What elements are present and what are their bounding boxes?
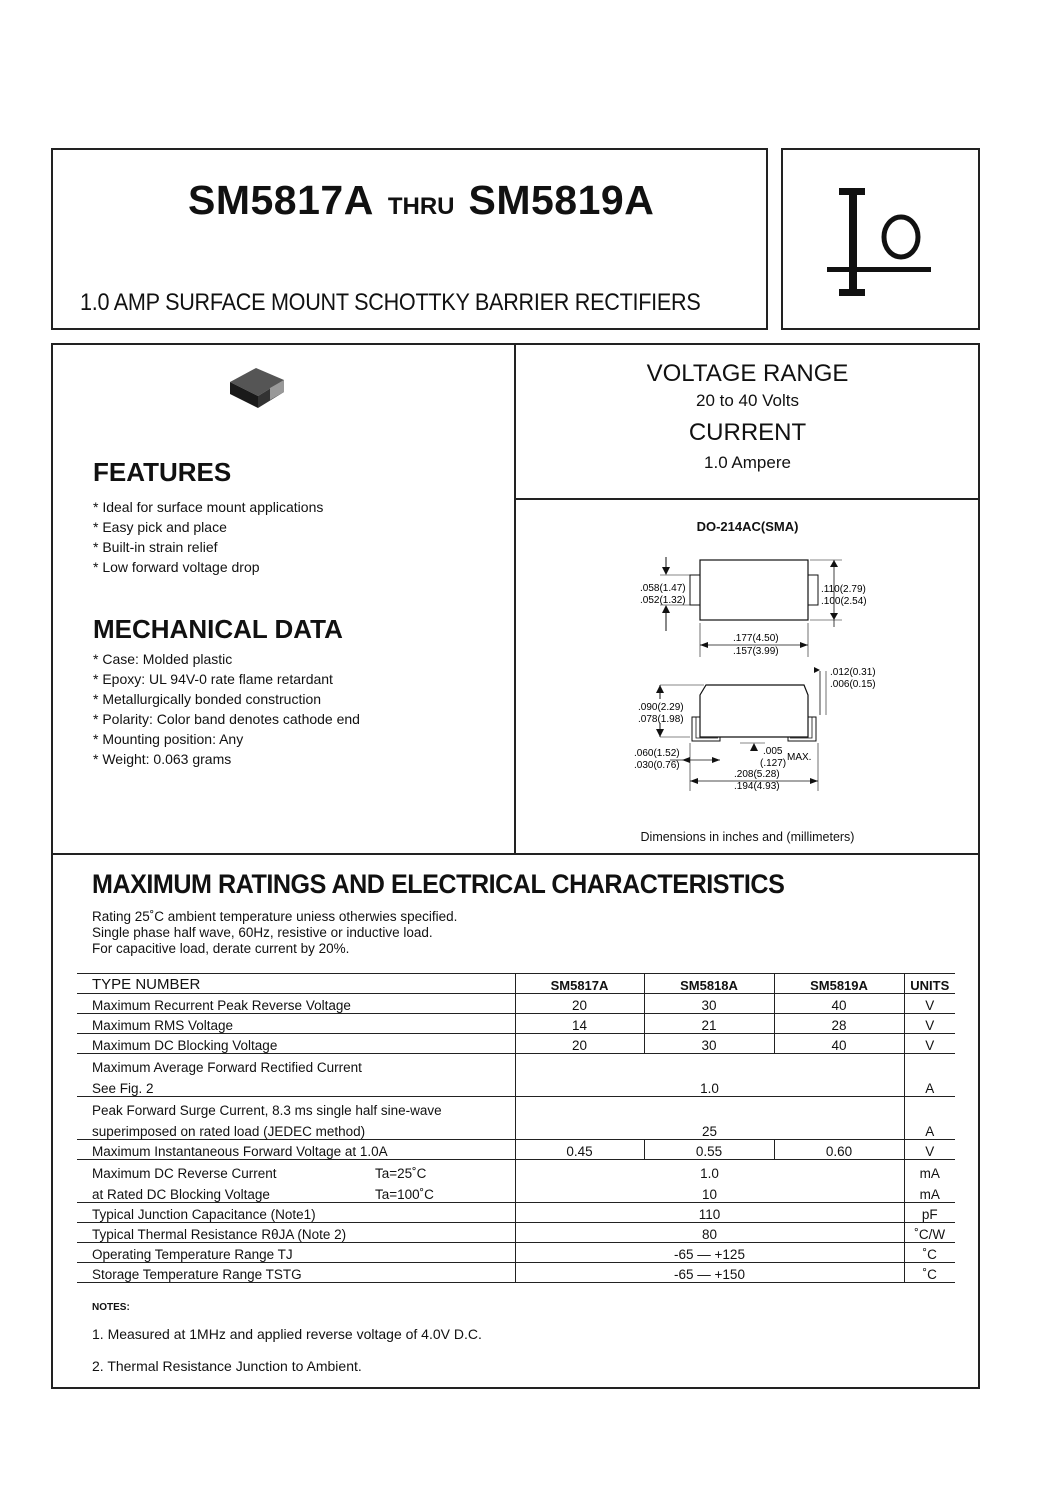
- row-label-text: Maximum DC Reverse Current: [92, 1166, 277, 1181]
- row-label: [77, 1160, 515, 1203]
- table-row: [77, 1014, 955, 1034]
- cell-unit: ˚C: [904, 1243, 955, 1263]
- row-label: [77, 1097, 515, 1140]
- voltage-range-heading: VOLTAGE RANGE: [646, 360, 849, 387]
- cell-value: 110: [515, 1203, 904, 1223]
- cell-unit: A: [904, 1097, 955, 1140]
- cell-unit-line: mA: [919, 1187, 940, 1202]
- document-subtitle: 1.0 AMP SURFACE MOUNT SCHOTTKY BARRIER RECTIFIERS: [80, 289, 701, 316]
- mechanical-heading: MECHANICAL DATA: [93, 614, 343, 644]
- list-item: * Easy pick and place: [93, 519, 227, 535]
- dim-gmax: MAX.: [787, 752, 812, 763]
- cell-value: 30: [644, 1034, 774, 1054]
- table-row: [77, 1263, 955, 1283]
- dim-f2: .030(0.76): [634, 760, 680, 771]
- table-row: [77, 1097, 955, 1140]
- row-label-line: Peak Forward Surge Current, 8.3 ms single half sine-wave: [92, 1103, 442, 1118]
- voltage-range-value: 20 to 40 Volts: [695, 391, 800, 410]
- table-row: [77, 994, 955, 1014]
- part-from: SM5817A: [188, 177, 374, 223]
- cell-unit: ˚C: [904, 1263, 955, 1283]
- table-row: [77, 1140, 955, 1160]
- cell-unit: V: [904, 1140, 955, 1160]
- row-label: [77, 1054, 515, 1097]
- list-item: * Epoxy: UL 94V-0 rate flame retardant: [93, 671, 333, 687]
- cell-value: 25: [515, 1097, 904, 1140]
- cell-value: 80: [515, 1223, 904, 1243]
- col-type-number: TYPE NUMBER: [77, 974, 515, 994]
- list-item: * Case: Molded plastic: [93, 651, 233, 667]
- cell-value: 21: [644, 1014, 774, 1034]
- table-row: [77, 1160, 955, 1203]
- rating-conditions: [92, 909, 457, 957]
- row-label: Typical Thermal Resistance RθJA (Note 2): [77, 1223, 515, 1243]
- row-label: Operating Temperature Range TJ: [77, 1243, 515, 1263]
- cell-unit: A: [904, 1054, 955, 1097]
- dim-w1: .110(2.79): [821, 584, 866, 595]
- ratings-table: [77, 973, 955, 1283]
- part-to: SM5819A: [468, 177, 655, 223]
- list-item: * Built-in strain relief: [93, 539, 218, 555]
- table-header-row: [77, 974, 955, 994]
- package-name: DO-214AC(SMA): [696, 519, 799, 534]
- note-2: 2. Thermal Resistance Junction to Ambient.: [92, 1358, 362, 1374]
- dimensions-note: Dimensions in inches and (millimeters): [640, 830, 855, 844]
- document-title: [188, 177, 654, 224]
- table-row: [77, 1203, 955, 1223]
- row-label: Maximum RMS Voltage: [77, 1014, 515, 1034]
- cell-value: 40: [774, 1034, 904, 1054]
- dim-o2: .194(4.93): [734, 781, 780, 792]
- dim-f1: .060(1.52): [634, 748, 680, 759]
- list-item: * Low forward voltage drop: [93, 559, 260, 575]
- row-condition: Ta=25˚C: [375, 1166, 427, 1181]
- dim-s2: .078(1.98): [638, 714, 684, 725]
- cell-value: 14: [515, 1014, 644, 1034]
- row-label-text: at Rated DC Blocking Voltage: [92, 1187, 270, 1202]
- list-item: * Polarity: Color band denotes cathode end: [93, 711, 360, 727]
- table-row: [77, 1034, 955, 1054]
- features-list: [93, 497, 323, 577]
- cell-unit: ˚C/W: [904, 1223, 955, 1243]
- col-sm5818a: SM5818A: [644, 974, 774, 994]
- horizontal-divider: [515, 498, 980, 500]
- cell-value: -65 — +150: [515, 1263, 904, 1283]
- condition-line: For capacitive load, derate current by 20%.: [92, 941, 350, 956]
- row-label: Storage Temperature Range TSTG: [77, 1263, 515, 1283]
- cell-unit: V: [904, 1034, 955, 1054]
- cell-value: 0.45: [515, 1140, 644, 1160]
- condition-line: Single phase half wave, 60Hz, resistive or inductive load.: [92, 925, 433, 940]
- dim-l2: .157(3.99): [733, 646, 779, 657]
- cell-value: 40: [774, 994, 904, 1014]
- table-row: [77, 1223, 955, 1243]
- cell-value: [515, 1160, 904, 1203]
- col-sm5819a: SM5819A: [774, 974, 904, 994]
- row-label-line: [92, 1166, 511, 1181]
- cell-value: 20: [515, 1034, 644, 1054]
- row-label: Typical Junction Capacitance (Note1): [77, 1203, 515, 1223]
- dim-w2: .100(2.54): [821, 596, 867, 607]
- row-label: Maximum Recurrent Peak Reverse Voltage: [77, 994, 515, 1014]
- note-1: 1. Measured at 1MHz and applied reverse voltage of 4.0V D.C.: [92, 1326, 482, 1342]
- row-label: Maximum DC Blocking Voltage: [77, 1034, 515, 1054]
- dim-s1: .090(2.29): [638, 702, 684, 713]
- cell-value: 28: [774, 1014, 904, 1034]
- list-item: * Ideal for surface mount applications: [93, 499, 324, 515]
- row-label-line: See Fig. 2: [92, 1081, 154, 1096]
- current-value: 1.0 Ampere: [704, 453, 791, 472]
- cell-value: 20: [515, 994, 644, 1014]
- list-item: * Metallurgically bonded construction: [93, 691, 322, 707]
- col-sm5817a: SM5817A: [515, 974, 644, 994]
- cell-unit: V: [904, 1014, 955, 1034]
- cell-value: -65 — +125: [515, 1243, 904, 1263]
- cell-unit: V: [904, 994, 955, 1014]
- dim-g1: .005: [763, 746, 783, 757]
- company-logo: [783, 150, 978, 328]
- dim-l1: .177(4.50): [733, 633, 779, 644]
- cell-unit-line: mA: [919, 1166, 940, 1181]
- row-label-line: Maximum Average Forward Rectified Current: [92, 1060, 362, 1075]
- dim-t2: .006(0.15): [830, 679, 876, 690]
- cell-value: 0.60: [774, 1140, 904, 1160]
- row-label: Maximum Instantaneous Forward Voltage at 1.0A: [77, 1140, 515, 1160]
- cell-value: 0.55: [644, 1140, 774, 1160]
- mechanical-list: [93, 649, 360, 769]
- current-heading: CURRENT: [688, 419, 807, 446]
- cell-value-line: 10: [701, 1187, 718, 1202]
- dim-h1: .058(1.47): [640, 583, 686, 594]
- list-item: * Mounting position: Any: [93, 731, 244, 747]
- cell-unit: pF: [904, 1203, 955, 1223]
- cell-value: 1.0: [515, 1054, 904, 1097]
- table-row: [77, 1243, 955, 1263]
- package-outline-drawing: [620, 545, 900, 805]
- row-label-line: [92, 1187, 434, 1202]
- row-condition: Ta=100˚C: [375, 1187, 434, 1202]
- list-item: * Weight: 0.063 grams: [93, 751, 232, 767]
- row-label-line: superimposed on rated load (JEDEC method): [92, 1124, 366, 1139]
- component-image: [226, 364, 288, 412]
- condition-line: Rating 25˚C ambient temperature uniess otherwies specified.: [92, 909, 458, 924]
- ratings-heading: MAXIMUM RATINGS AND ELECTRICAL CHARACTERISTICS: [92, 869, 785, 899]
- col-units: UNITS: [904, 974, 955, 994]
- dim-o1: .208(5.28): [734, 769, 780, 780]
- dim-g2: (.127): [760, 758, 787, 769]
- cell-value-line: 1.0: [700, 1166, 719, 1181]
- dim-t1: .012(0.31): [830, 667, 876, 678]
- logo-box: [781, 148, 980, 330]
- features-heading: FEATURES: [93, 457, 232, 487]
- notes-heading: NOTES:: [92, 1302, 130, 1313]
- table-row: [77, 1054, 955, 1097]
- dim-h2: .052(1.32): [640, 595, 686, 606]
- cell-value: 30: [644, 994, 774, 1014]
- cell-unit: [904, 1160, 955, 1203]
- thru-label: THRU: [387, 193, 455, 220]
